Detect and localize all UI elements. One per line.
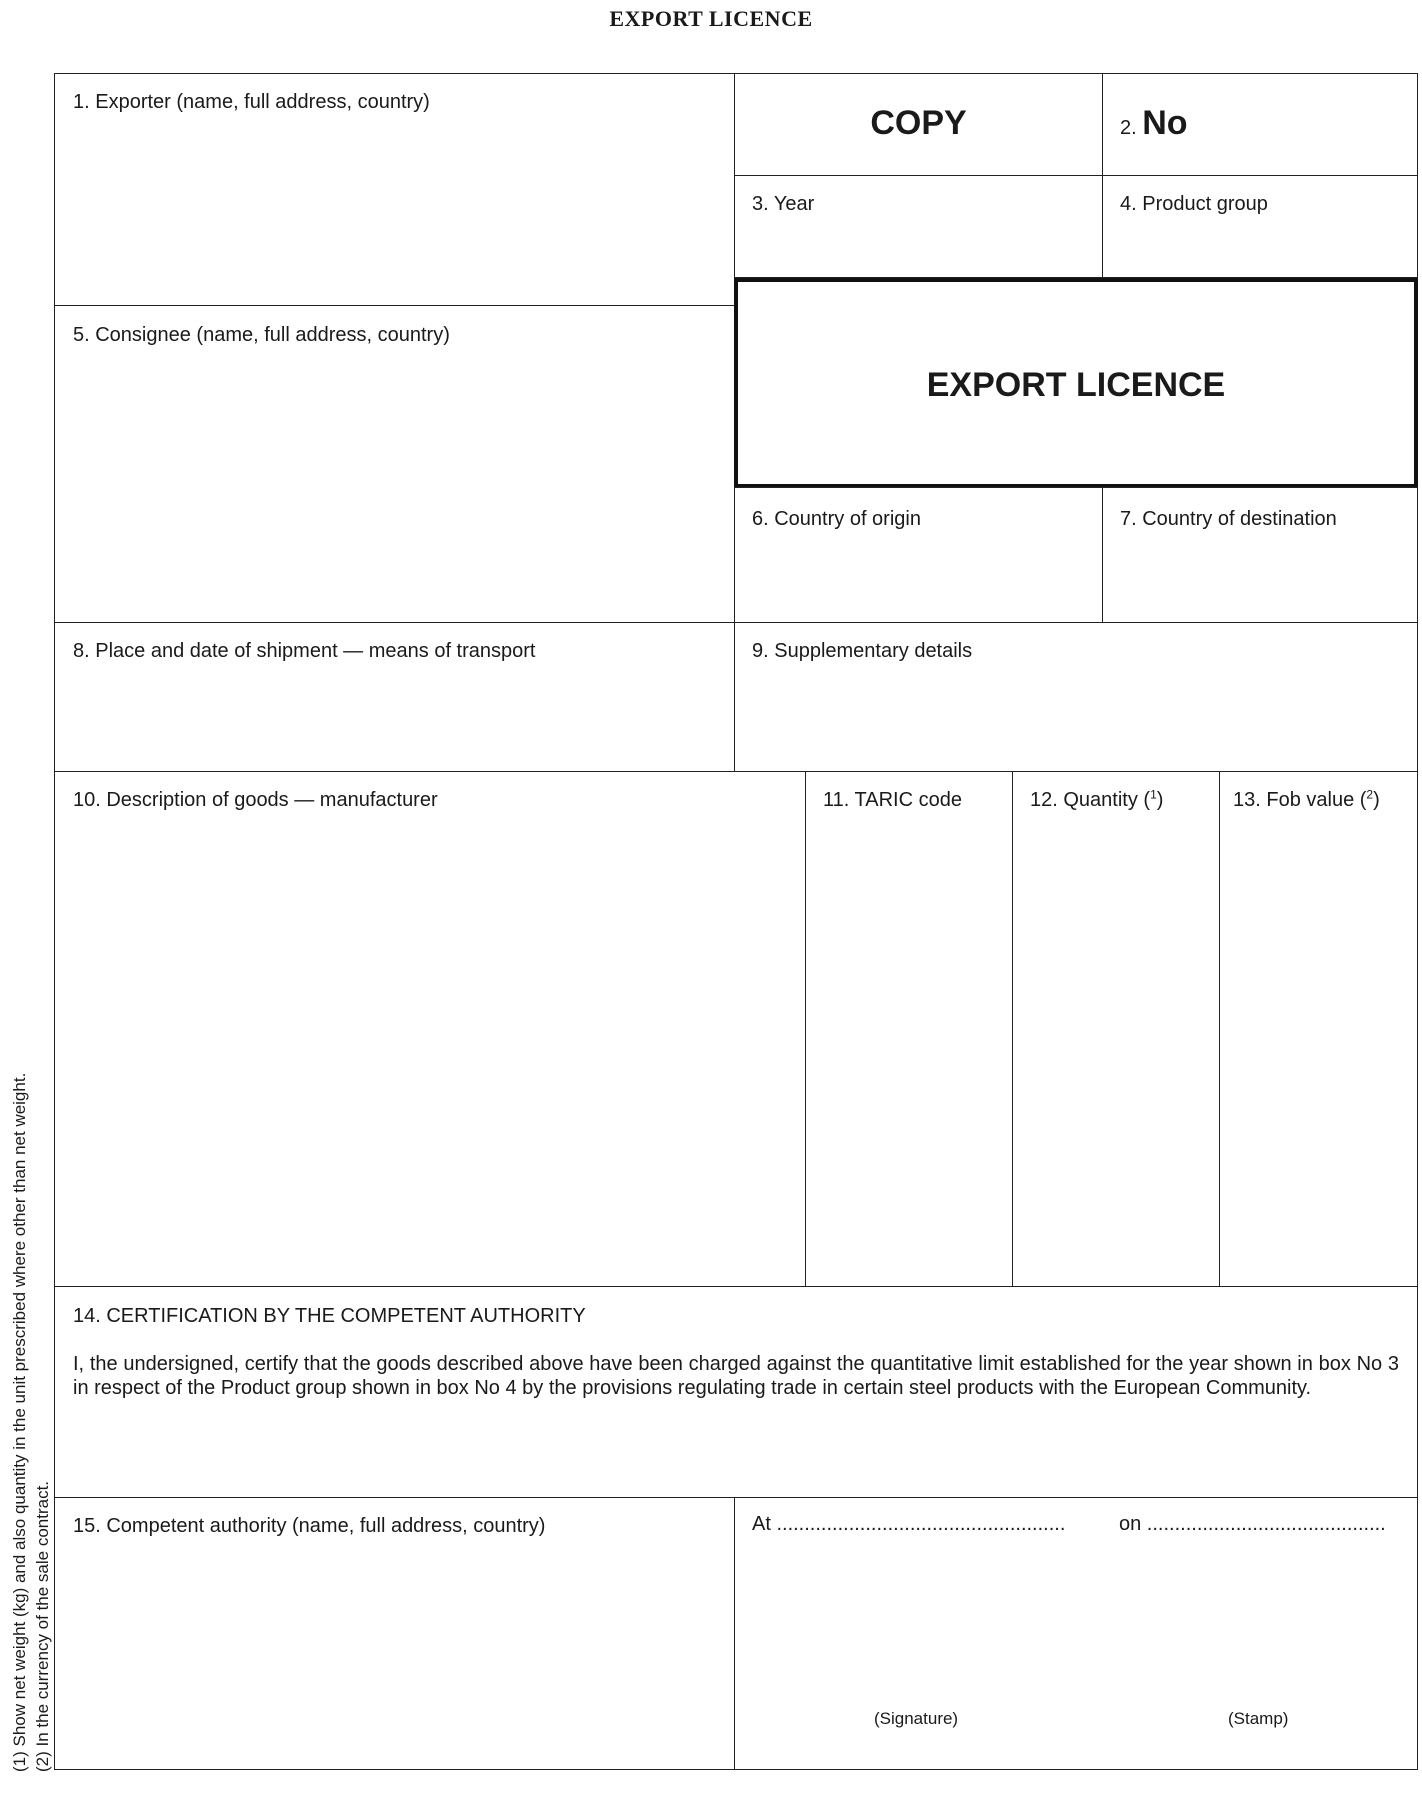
fob-text: 13. Fob value ( [1233,789,1367,811]
fob-box[interactable] [1219,771,1418,1287]
description-box[interactable] [54,771,806,1287]
page-title: EXPORT LICENCE [609,6,813,31]
country-destination-label: 7. Country of destination [1120,508,1337,530]
fob-label [1233,789,1380,812]
country-origin-label: 6. Country of origin [752,508,921,530]
certification-text: I, the undersigned, certify that the goods described above have been charged against the quantitative limit established for the year shown in box No 3 in respect of the Product group shown in box No 4 by the provisions regulating trade in certain steel products with the European Community. [73,1353,1399,1399]
taric-label: 11. TARIC code [823,789,962,811]
signature-label: (Signature) [874,1709,959,1728]
number-label [1120,104,1188,143]
certification-title: 14. CERTIFICATION BY THE COMPETENT AUTHORITY [73,1305,586,1327]
quantity-footnote-ref: 1 [1150,787,1157,802]
number-prefix: 2. [1120,117,1137,139]
taric-box[interactable] [805,771,1013,1287]
fob-footnote-ref: 2 [1366,787,1374,802]
copy-label: COPY [870,104,967,142]
year-box[interactable] [734,175,1103,278]
number-no: No [1142,104,1188,142]
shipment-label: 8. Place and date of shipment — means of transport [73,640,536,662]
exporter-label: 1. Exporter (name, full address, country) [73,91,430,113]
footnote-1: (1) Show net weight (kg) and also quantity in the unit prescribed where other than net weight. [10,1072,29,1772]
signature-area[interactable] [734,1497,1418,1770]
competent-authority-label: 15. Competent authority (name, full address, country) [73,1515,546,1537]
quantity-label [1030,789,1163,812]
quantity-box[interactable] [1012,771,1220,1287]
at-field[interactable]: At .................................................... [752,1513,1066,1535]
export-licence-label: EXPORT LICENCE [926,366,1226,404]
supplementary-label: 9. Supplementary details [752,640,973,662]
description-label: 10. Description of goods — manufacturer [73,789,438,811]
consignee-label: 5. Consignee (name, full address, country) [73,324,450,346]
stamp-label: (Stamp) [1228,1709,1289,1728]
footnote-2: (2) In the currency of the sale contract. [33,1480,52,1772]
product-group-box[interactable] [1102,175,1418,278]
product-group-label: 4. Product group [1120,193,1268,215]
on-field[interactable]: on ........................................... [1119,1513,1386,1535]
fob-close: ) [1373,789,1380,811]
quantity-close: ) [1156,789,1164,811]
year-label: 3. Year [752,193,815,215]
consignee-box[interactable] [54,305,735,623]
quantity-text: 12. Quantity ( [1030,789,1151,811]
